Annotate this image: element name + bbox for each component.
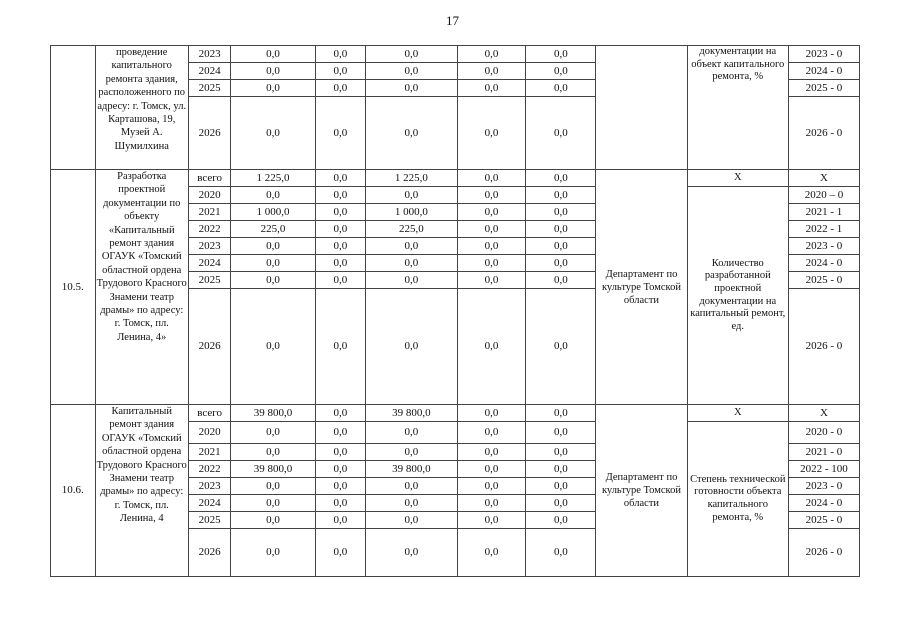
other-sources-cell: 0,0 xyxy=(526,461,596,478)
year-cell: 2022 xyxy=(188,221,231,238)
department-cell: Департамент по культуре Томской области xyxy=(596,170,687,405)
target-value-cell: 2020 - 0 xyxy=(788,422,859,444)
target-value-cell: 2026 - 0 xyxy=(788,97,859,170)
regional-budget-cell: 0,0 xyxy=(366,97,457,170)
regional-budget-cell: 0,0 xyxy=(366,529,457,577)
item-name-cell: Разработка проектной документации по объекту «Капитальный ремонт здания ОГАУК «Томский областной ордена Трудового Красного Знамени театр драмы» по адресу: г. Томск, пл. Ленина, 4» xyxy=(95,170,188,405)
federal-budget-cell: 0,0 xyxy=(315,80,366,97)
target-value-cell: 2024 - 0 xyxy=(788,495,859,512)
total-cell: 0,0 xyxy=(231,238,315,255)
federal-budget-cell: 0,0 xyxy=(315,187,366,204)
federal-budget-cell: 0,0 xyxy=(315,289,366,405)
table-row xyxy=(51,46,860,63)
total-cell: 0,0 xyxy=(231,495,315,512)
federal-budget-cell: 0,0 xyxy=(315,46,366,63)
other-sources-cell: 0,0 xyxy=(526,405,596,422)
regional-budget-cell: 0,0 xyxy=(366,512,457,529)
target-value-cell: 2023 - 0 xyxy=(788,46,859,63)
year-cell: 2026 xyxy=(188,97,231,170)
federal-budget-cell: 0,0 xyxy=(315,170,366,187)
year-cell: 2024 xyxy=(188,495,231,512)
total-cell: 0,0 xyxy=(231,255,315,272)
regional-budget-cell: 0,0 xyxy=(366,46,457,63)
target-value-cell: Х xyxy=(788,170,859,187)
local-budget-cell: 0,0 xyxy=(457,478,526,495)
table-row xyxy=(51,170,860,187)
year-cell: 2024 xyxy=(188,255,231,272)
federal-budget-cell: 0,0 xyxy=(315,422,366,444)
regional-budget-cell: 39 800,0 xyxy=(366,461,457,478)
total-cell: 39 800,0 xyxy=(231,405,315,422)
other-sources-cell: 0,0 xyxy=(526,170,596,187)
federal-budget-cell: 0,0 xyxy=(315,255,366,272)
year-cell: 2020 xyxy=(188,187,231,204)
target-value-cell: 2025 - 0 xyxy=(788,80,859,97)
regional-budget-cell: 0,0 xyxy=(366,187,457,204)
other-sources-cell: 0,0 xyxy=(526,422,596,444)
year-cell: 2022 xyxy=(188,461,231,478)
federal-budget-cell: 0,0 xyxy=(315,495,366,512)
federal-budget-cell: 0,0 xyxy=(315,221,366,238)
regional-budget-cell: 1 225,0 xyxy=(366,170,457,187)
total-cell: 225,0 xyxy=(231,221,315,238)
total-cell: 0,0 xyxy=(231,289,315,405)
local-budget-cell: 0,0 xyxy=(457,170,526,187)
local-budget-cell: 0,0 xyxy=(457,46,526,63)
year-cell: 2020 xyxy=(188,422,231,444)
total-cell: 0,0 xyxy=(231,444,315,461)
total-cell: 0,0 xyxy=(231,478,315,495)
federal-budget-cell: 0,0 xyxy=(315,97,366,170)
year-cell: 2026 xyxy=(188,289,231,405)
federal-budget-cell: 0,0 xyxy=(315,238,366,255)
other-sources-cell: 0,0 xyxy=(526,97,596,170)
local-budget-cell: 0,0 xyxy=(457,405,526,422)
year-cell: всего xyxy=(188,405,231,422)
local-budget-cell: 0,0 xyxy=(457,529,526,577)
federal-budget-cell: 0,0 xyxy=(315,444,366,461)
target-value-cell: 2025 - 0 xyxy=(788,272,859,289)
local-budget-cell: 0,0 xyxy=(457,221,526,238)
target-value-cell: 2022 - 100 xyxy=(788,461,859,478)
total-cell: 1 225,0 xyxy=(231,170,315,187)
regional-budget-cell: 0,0 xyxy=(366,63,457,80)
year-cell: 2023 xyxy=(188,238,231,255)
regional-budget-cell: 0,0 xyxy=(366,289,457,405)
target-value-cell: 2024 - 0 xyxy=(788,255,859,272)
indicator-cell: документации на объект капитального ремонта, % xyxy=(687,46,788,170)
target-value-cell: 2021 - 1 xyxy=(788,204,859,221)
total-cell: 0,0 xyxy=(231,529,315,577)
item-name-cell: Капитальный ремонт здания ОГАУК «Томский областной ордена Трудового Красного Знамени театр драмы» по адресу: г. Томск, пл. Ленина, 4 xyxy=(95,405,188,577)
total-cell: 0,0 xyxy=(231,80,315,97)
local-budget-cell: 0,0 xyxy=(457,63,526,80)
local-budget-cell: 0,0 xyxy=(457,97,526,170)
target-value-cell: 2025 - 0 xyxy=(788,512,859,529)
total-cell: 0,0 xyxy=(231,187,315,204)
regional-budget-cell: 0,0 xyxy=(366,255,457,272)
total-cell: 1 000,0 xyxy=(231,204,315,221)
program-table xyxy=(50,45,860,577)
regional-budget-cell: 225,0 xyxy=(366,221,457,238)
item-number-cell: 10.5. xyxy=(51,170,96,405)
target-value-cell: 2020 – 0 xyxy=(788,187,859,204)
indicator-cell: Х xyxy=(687,170,788,187)
regional-budget-cell: 0,0 xyxy=(366,80,457,97)
year-cell: 2026 xyxy=(188,529,231,577)
regional-budget-cell: 1 000,0 xyxy=(366,204,457,221)
federal-budget-cell: 0,0 xyxy=(315,529,366,577)
total-cell: 0,0 xyxy=(231,422,315,444)
other-sources-cell: 0,0 xyxy=(526,238,596,255)
indicator-cell: Степень технической готовности объекта капитального ремонта, % xyxy=(687,422,788,577)
item-number-cell xyxy=(51,46,96,170)
target-value-cell: 2023 - 0 xyxy=(788,238,859,255)
federal-budget-cell: 0,0 xyxy=(315,405,366,422)
other-sources-cell: 0,0 xyxy=(526,512,596,529)
year-cell: всего xyxy=(188,170,231,187)
regional-budget-cell: 39 800,0 xyxy=(366,405,457,422)
regional-budget-cell: 0,0 xyxy=(366,272,457,289)
other-sources-cell: 0,0 xyxy=(526,46,596,63)
total-cell: 39 800,0 xyxy=(231,461,315,478)
year-cell: 2021 xyxy=(188,444,231,461)
year-cell: 2025 xyxy=(188,80,231,97)
other-sources-cell: 0,0 xyxy=(526,255,596,272)
indicator-cell: Количество разработанной проектной документации на капитальный ремонт, ед. xyxy=(687,187,788,405)
target-value-cell: Х xyxy=(788,405,859,422)
total-cell: 0,0 xyxy=(231,272,315,289)
local-budget-cell: 0,0 xyxy=(457,80,526,97)
target-value-cell: 2024 - 0 xyxy=(788,63,859,80)
item-name-cell: проведение капитального ремонта здания, расположенного по адресу: г. Томск, ул. Карташова, 19, Музей А. Шумилхина xyxy=(95,46,188,170)
total-cell: 0,0 xyxy=(231,512,315,529)
other-sources-cell: 0,0 xyxy=(526,272,596,289)
federal-budget-cell: 0,0 xyxy=(315,478,366,495)
local-budget-cell: 0,0 xyxy=(457,444,526,461)
page-number: 17 xyxy=(446,13,459,28)
regional-budget-cell: 0,0 xyxy=(366,495,457,512)
other-sources-cell: 0,0 xyxy=(526,495,596,512)
target-value-cell: 2026 - 0 xyxy=(788,289,859,405)
department-cell xyxy=(596,46,687,170)
other-sources-cell: 0,0 xyxy=(526,204,596,221)
department-cell: Департамент по культуре Томской области xyxy=(596,405,687,577)
total-cell: 0,0 xyxy=(231,63,315,80)
table-row xyxy=(51,405,860,422)
local-budget-cell: 0,0 xyxy=(457,422,526,444)
federal-budget-cell: 0,0 xyxy=(315,63,366,80)
other-sources-cell: 0,0 xyxy=(526,444,596,461)
indicator-cell: Х xyxy=(687,405,788,422)
federal-budget-cell: 0,0 xyxy=(315,204,366,221)
federal-budget-cell: 0,0 xyxy=(315,461,366,478)
year-cell: 2025 xyxy=(188,512,231,529)
target-value-cell: 2023 - 0 xyxy=(788,478,859,495)
regional-budget-cell: 0,0 xyxy=(366,478,457,495)
regional-budget-cell: 0,0 xyxy=(366,238,457,255)
other-sources-cell: 0,0 xyxy=(526,289,596,405)
federal-budget-cell: 0,0 xyxy=(315,272,366,289)
total-cell: 0,0 xyxy=(231,97,315,170)
other-sources-cell: 0,0 xyxy=(526,63,596,80)
local-budget-cell: 0,0 xyxy=(457,289,526,405)
other-sources-cell: 0,0 xyxy=(526,221,596,238)
local-budget-cell: 0,0 xyxy=(457,272,526,289)
local-budget-cell: 0,0 xyxy=(457,238,526,255)
other-sources-cell: 0,0 xyxy=(526,80,596,97)
year-cell: 2023 xyxy=(188,46,231,63)
local-budget-cell: 0,0 xyxy=(457,187,526,204)
other-sources-cell: 0,0 xyxy=(526,187,596,204)
local-budget-cell: 0,0 xyxy=(457,495,526,512)
year-cell: 2021 xyxy=(188,204,231,221)
target-value-cell: 2022 - 1 xyxy=(788,221,859,238)
local-budget-cell: 0,0 xyxy=(457,255,526,272)
target-value-cell: 2026 - 0 xyxy=(788,529,859,577)
local-budget-cell: 0,0 xyxy=(457,512,526,529)
regional-budget-cell: 0,0 xyxy=(366,444,457,461)
total-cell: 0,0 xyxy=(231,46,315,63)
other-sources-cell: 0,0 xyxy=(526,478,596,495)
regional-budget-cell: 0,0 xyxy=(366,422,457,444)
year-cell: 2025 xyxy=(188,272,231,289)
item-number-cell: 10.6. xyxy=(51,405,96,577)
year-cell: 2023 xyxy=(188,478,231,495)
target-value-cell: 2021 - 0 xyxy=(788,444,859,461)
local-budget-cell: 0,0 xyxy=(457,461,526,478)
year-cell: 2024 xyxy=(188,63,231,80)
federal-budget-cell: 0,0 xyxy=(315,512,366,529)
local-budget-cell: 0,0 xyxy=(457,204,526,221)
other-sources-cell: 0,0 xyxy=(526,529,596,577)
